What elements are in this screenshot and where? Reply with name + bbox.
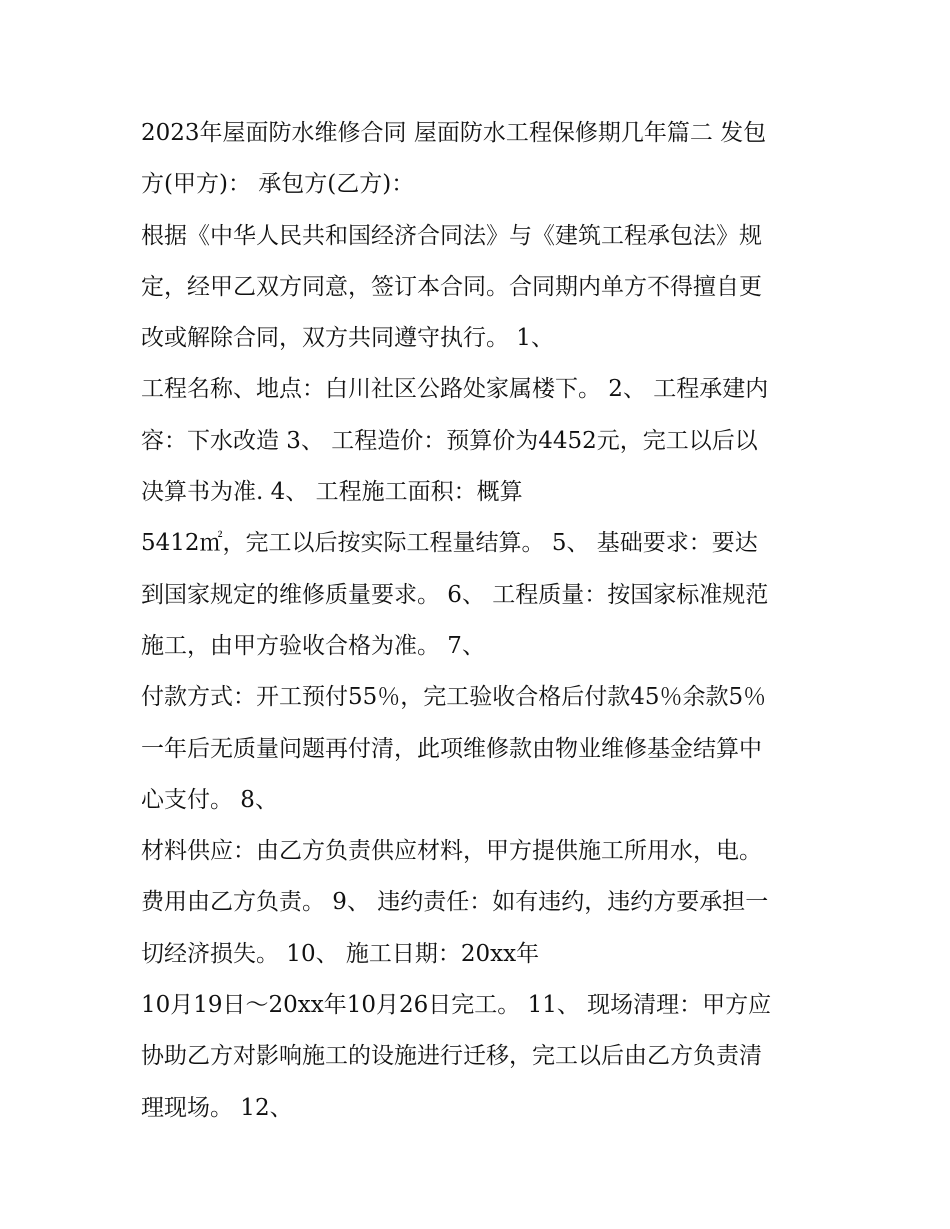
text-line-6: 工程名称、地点：白川社区公路处家属楼下。 2、 工程承建内 (141, 376, 769, 403)
text-line-19: 协助乙方对影响施工的设施进行迁移，完工以后由乙方负责清 (141, 1043, 762, 1070)
text-line-18: 10月19日～20xx年10月26日完工。 11、 现场清理：甲方应 (141, 992, 772, 1019)
text-line-15: 材料供应：由乙方负责供应材料，甲方提供施工所用水，电。 (141, 838, 762, 865)
text-line-2: 方(甲方)： 承包方(乙方)： (141, 171, 415, 198)
text-line-10: 到国家规定的维修质量要求。 6、 工程质量：按国家标准规范 (141, 581, 769, 608)
text-line-9: 5412㎡，完工以后按实际工程量结算。 5、 基础要求：要达 (141, 530, 758, 557)
text-line-13: 一年后无质量问题再付清，此项维修款由物业维修基金结算中 (141, 735, 762, 762)
text-line-14: 心支付。 8、 (141, 786, 278, 813)
text-line-20: 理现场。 12、 (141, 1094, 293, 1121)
text-line-16: 费用由乙方负责。 9、 违约责任：如有违约，违约方要承担一 (141, 889, 769, 916)
text-line-3: 根据《中华人民共和国经济合同法》与《建筑工程承包法》规 (141, 222, 762, 249)
text-line-4: 定，经甲乙双方同意，签订本合同。合同期内单方不得擅自更 (141, 273, 762, 300)
text-line-7: 容：下水改造 3、 工程造价：预算价为4452元，完工以后以 (141, 427, 758, 454)
text-line-5: 改或解除合同，双方共同遵守执行。 1、 (141, 325, 554, 352)
contract-text (141, 108, 821, 1134)
text-line-11: 施工，由甲方验收合格为准。 7、 (141, 632, 485, 659)
text-line-17: 切经济损失。 10、 施工日期：20xx年 (141, 940, 540, 967)
text-line-1: 2023年屋面防水维修合同 屋面防水工程保修期几年篇二 发包 (141, 120, 767, 146)
text-line-8: 决算书为准. 4、 工程施工面积：概算 (141, 479, 523, 506)
text-line-12: 付款方式：开工预付55％，完工验收合格后付款45％余款5％ (141, 684, 767, 711)
